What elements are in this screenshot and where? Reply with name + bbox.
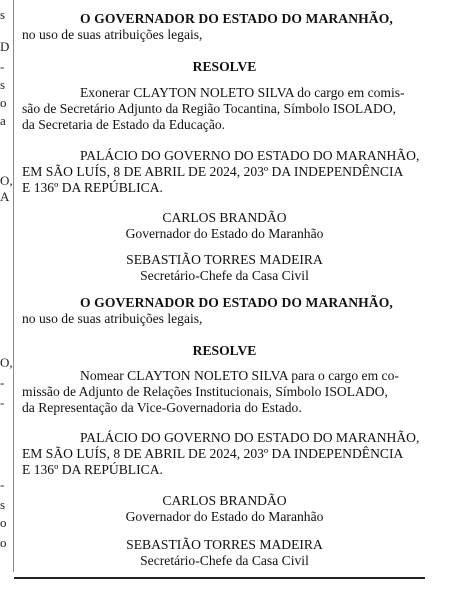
left-fragment: - [0, 395, 5, 410]
signature-name: SEBASTIÃO TORRES MADEIRA [126, 537, 323, 552]
signature-role: Secretário-Chefe da Casa Civil [140, 268, 309, 283]
left-fragment: - [0, 59, 5, 74]
decree-body-line: são de Secretário Adjunto da Região Tocantina, Símbolo ISOLADO, [22, 101, 397, 116]
palace-line: PALÁCIO DO GOVERNO DO ESTADO DO MARANHÃO, [80, 430, 420, 445]
bottom-rule [14, 577, 425, 579]
left-fragment: s [0, 7, 6, 22]
signature-secretary [22, 537, 427, 569]
palace-dateline [22, 430, 427, 478]
resolve-label: RESOLVE [192, 59, 257, 74]
signature-secretary [22, 252, 427, 284]
decree-body-line: Nomear CLAYTON NOLETO SILVA para o cargo em co- [80, 368, 399, 383]
palace-line: EM SÃO LUÍS, 8 DE ABRIL DE 2024, 203º DA INDEPENDÊNCIA [22, 446, 404, 461]
left-fragment: O, [0, 173, 13, 188]
signature-role: Governador do Estado do Maranhão [125, 226, 324, 241]
left-fragment: a [0, 113, 6, 128]
left-fragment: D [0, 39, 10, 54]
left-fragment: A [0, 189, 10, 204]
palace-dateline [22, 148, 427, 196]
left-fragment: o [0, 515, 7, 530]
palace-line: E 136º DA REPÚBLICA. [22, 180, 163, 195]
left-fragment: o [0, 535, 7, 550]
signature-role: Governador do Estado do Maranhão [125, 509, 324, 524]
decree-body-line: Exonerar CLAYTON NOLETO SILVA do cargo em comis- [80, 85, 405, 100]
signature-name: CARLOS BRANDÃO [162, 210, 287, 225]
decree-heading-title: O GOVERNADOR DO ESTADO DO MARANHÃO, [80, 11, 393, 26]
left-fragment: O, [0, 355, 13, 370]
palace-line: PALÁCIO DO GOVERNO DO ESTADO DO MARANHÃO, [80, 148, 420, 163]
signature-role: Secretário-Chefe da Casa Civil [140, 553, 309, 568]
decree-heading [22, 295, 427, 327]
palace-line: E 136º DA REPÚBLICA. [22, 462, 163, 477]
decree-heading [22, 11, 427, 43]
signature-name: CARLOS BRANDÃO [162, 493, 287, 508]
signature-name: SEBASTIÃO TORRES MADEIRA [126, 252, 323, 267]
signature-governor [22, 493, 427, 525]
resolve-label: RESOLVE [192, 343, 257, 358]
decree-heading-cont: no uso de suas atribuições legais, [22, 311, 203, 326]
decree-body [22, 85, 427, 133]
decree-heading-title: O GOVERNADOR DO ESTADO DO MARANHÃO, [80, 295, 393, 310]
left-fragment: - [0, 477, 5, 492]
decree-heading-cont: no uso de suas atribuições legais, [22, 27, 203, 42]
decree-body-line: da Secretaria de Estado da Educação. [22, 117, 226, 132]
decree-body-line: da Representação da Vice-Governadoria do Estado. [22, 400, 302, 415]
column-divider [13, 0, 14, 572]
signature-governor [22, 210, 427, 242]
left-fragment: o [0, 95, 7, 110]
palace-line: EM SÃO LUÍS, 8 DE ABRIL DE 2024, 203º DA INDEPENDÊNCIA [22, 164, 404, 179]
decree-body-line: missão de Adjunto de Relações Institucionais, Símbolo ISOLADO, [22, 384, 388, 399]
left-fragment: - [0, 375, 5, 390]
decree-body [22, 368, 427, 416]
left-fragment: s [0, 497, 6, 512]
left-fragment: s [0, 77, 6, 92]
